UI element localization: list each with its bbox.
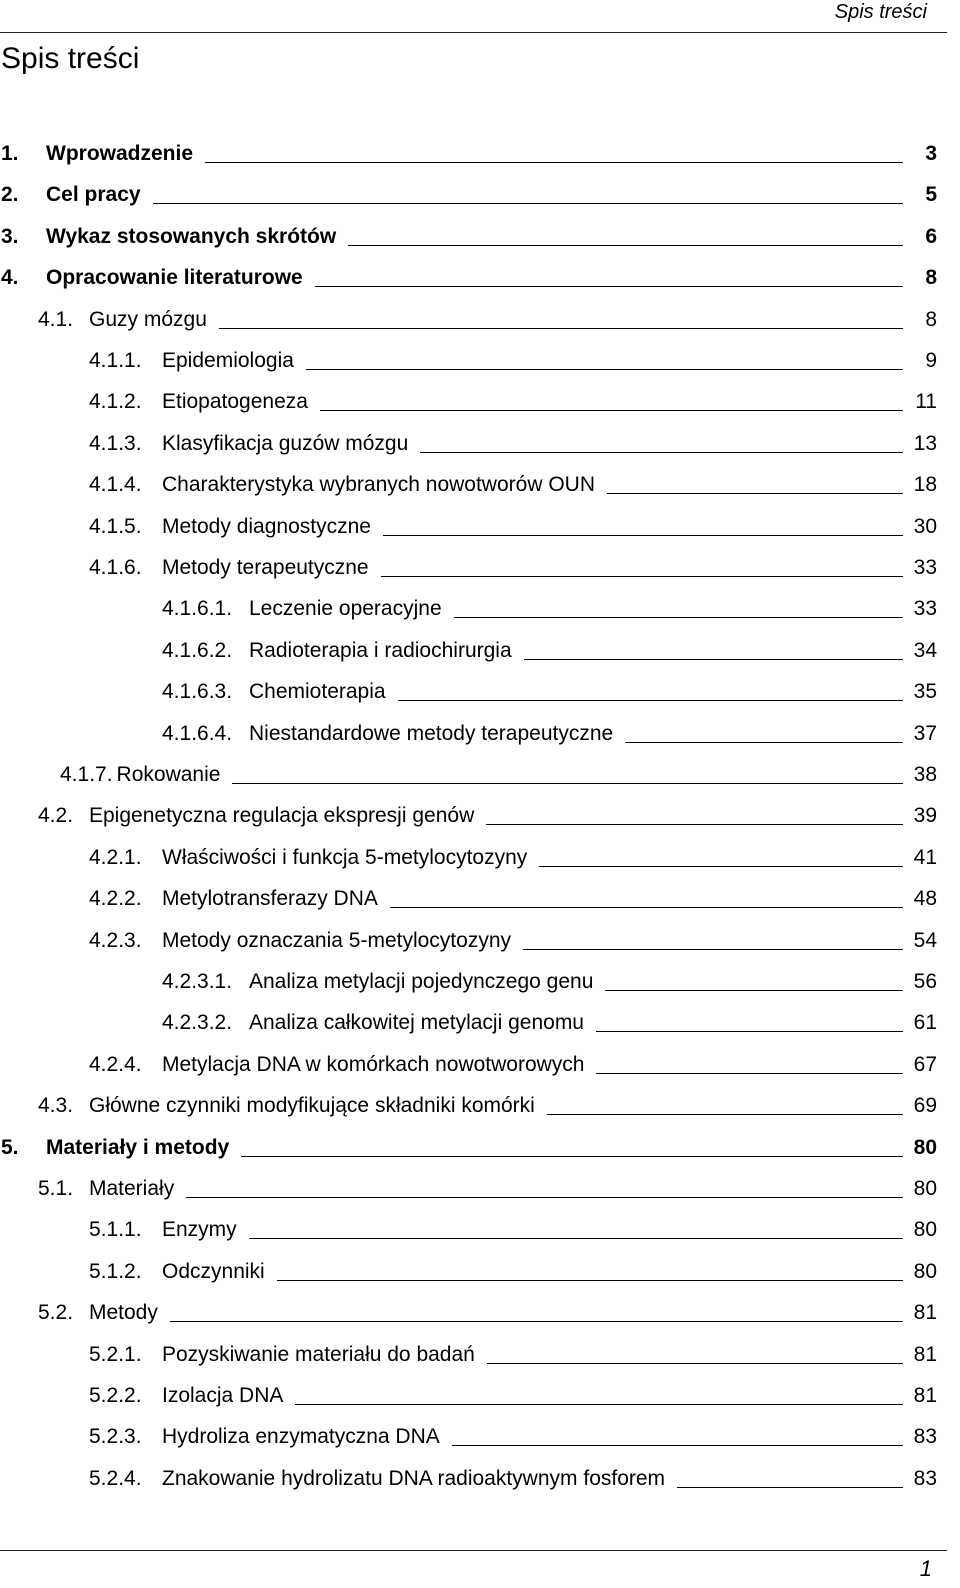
toc-entry-number: 4.1.6.4. (162, 721, 233, 745)
toc-entry-title: Metody diagnostyczne (162, 514, 371, 538)
toc-leader-line (249, 1238, 903, 1239)
page-title: Spis treści (1, 42, 140, 75)
toc-leader-line (454, 617, 903, 618)
toc-leader-line (486, 824, 903, 825)
running-header: Spis treści (834, 1, 927, 23)
toc-entry[interactable] (0, 755, 937, 787)
toc-entry[interactable] (0, 382, 937, 414)
toc-entry-page: 54 (913, 928, 937, 952)
toc-entry-page: 69 (913, 1094, 937, 1118)
toc-entry[interactable] (0, 1045, 937, 1077)
toc-leader-line (596, 1073, 903, 1074)
toc-entry-number: 4.1.6.3. (162, 680, 233, 704)
toc-entry-title: Izolacja DNA (162, 1384, 284, 1407)
toc-entry-title: Klasyfikacja guzów mózgu (162, 431, 409, 455)
toc-entry-title: Metody oznaczania 5-metylocytozyny (162, 928, 511, 952)
footer-page-number: 1 (919, 1556, 932, 1581)
toc-entry[interactable] (0, 1459, 937, 1491)
toc-entry-title: Właściwości i funkcja 5-metylocytozyny (162, 845, 528, 869)
toc-entry-title: Materiały i metody (46, 1135, 230, 1159)
footer-rule (0, 1550, 947, 1551)
toc-entry-title: Cel pracy (46, 183, 141, 207)
toc-leader-line (315, 286, 903, 287)
toc-entry[interactable] (0, 258, 937, 290)
toc-leader-line (625, 742, 903, 743)
toc-leader-line (487, 1363, 903, 1364)
toc-leader-line (383, 535, 903, 536)
toc-entry-title: Odczynniki (162, 1259, 265, 1283)
toc-entry-page: 81 (913, 1301, 937, 1325)
toc-entry-title: Metylacja DNA w komórkach nowotworowych (162, 1052, 585, 1076)
toc-leader-line (390, 907, 903, 908)
toc-entry-title: Znakowanie hydrolizatu DNA radioaktywnym fosforem (162, 1466, 666, 1490)
toc-entry-page: 56 (913, 970, 937, 993)
toc-entry-page: 83 (913, 1466, 937, 1490)
toc-entry-title: Materiały (89, 1177, 175, 1200)
toc-entry-title: Metody (89, 1301, 158, 1325)
toc-entry[interactable] (0, 589, 937, 621)
toc-entry-number: 4.1.6. (89, 556, 142, 579)
toc-entry-page: 80 (913, 1259, 937, 1283)
toc-entry-title: Etiopatogeneza (162, 390, 308, 414)
toc-entry-page: 5 (925, 183, 937, 207)
toc-entry[interactable] (0, 1169, 937, 1201)
toc-leader-line (306, 369, 903, 370)
toc-entry-page: 8 (925, 266, 937, 290)
toc-entry-title: Epigenetyczna regulacja ekspresji genów (89, 804, 475, 828)
toc-entry[interactable] (0, 300, 937, 332)
toc-entry-page: 67 (913, 1052, 937, 1076)
toc-entry-title: Guzy mózgu (89, 307, 207, 331)
toc-entry-title: Radioterapia i radiochirurgia (249, 638, 512, 662)
toc-entry-page: 41 (913, 845, 937, 869)
toc-entry-number: 4.3. (38, 1094, 74, 1118)
toc-entry-number: 4.1.6.2. (162, 638, 233, 662)
header-rule (0, 32, 947, 33)
toc-entry-title: Hydroliza enzymatyczna DNA (162, 1425, 440, 1449)
toc-leader-line (320, 410, 903, 411)
toc-entry-number: 4.2.1. (89, 845, 142, 869)
toc-leader-line (153, 203, 903, 204)
toc-entry-number: 4.1. (38, 307, 74, 331)
toc-entry-title: Epidemiologia (162, 349, 294, 372)
toc-entry[interactable] (0, 424, 937, 456)
toc-entry[interactable] (0, 1252, 937, 1284)
toc-entry-number: 5.1. (38, 1177, 74, 1200)
toc-entry-page: 48 (913, 887, 937, 911)
toc-entry-page: 80 (913, 1177, 937, 1200)
toc-leader-line (232, 783, 903, 784)
toc-entry-number: 5.2.2. (89, 1384, 142, 1407)
toc-entry-number: 4.1.2. (89, 390, 142, 414)
toc-entry-page: 13 (913, 431, 937, 455)
toc-entry-page: 38 (913, 763, 937, 786)
toc-entry-title: Wykaz stosowanych skrótów (46, 224, 337, 248)
toc-entry-page: 34 (913, 638, 937, 662)
toc-entry[interactable] (0, 507, 937, 539)
toc-entry-title: Chemioterapia (249, 680, 386, 704)
toc-entry-page: 30 (913, 514, 937, 538)
toc-leader-line (524, 659, 903, 660)
toc-entry-page: 81 (913, 1342, 937, 1366)
toc-leader-line (677, 1487, 903, 1488)
toc-entry-title: Metylotransferazy DNA (162, 887, 378, 911)
toc-entry-page: 3 (925, 142, 937, 165)
toc-entry[interactable] (0, 134, 937, 166)
toc-entry-title: Charakterystyka wybranych nowotworów OUN (162, 473, 595, 497)
toc-leader-line (205, 162, 903, 163)
toc-entry-title: Główne czynniki modyfikujące składniki komórki (89, 1094, 535, 1118)
toc-entry-title: Rokowanie (116, 763, 221, 786)
toc-entry-number: 5.2.3. (89, 1425, 142, 1449)
toc-entry[interactable] (0, 175, 937, 207)
toc-entry[interactable] (0, 838, 937, 870)
toc-entry[interactable] (0, 1003, 937, 1035)
toc-entry[interactable] (0, 962, 937, 994)
toc-entry[interactable] (0, 1293, 937, 1325)
toc-entry-number: 4.2. (38, 804, 74, 828)
toc-leader-line (605, 990, 903, 991)
toc-entry-number: 4.1.5. (89, 514, 142, 538)
toc-leader-line (596, 1031, 903, 1032)
toc-entry-page: 61 (913, 1011, 937, 1035)
toc-leader-line (186, 1197, 903, 1198)
toc-entry-number: 5. (1, 1135, 19, 1159)
toc-leader-line (523, 949, 903, 950)
toc-entry-title: Analiza metylacji pojedynczego genu (249, 970, 594, 993)
toc-entry-page: 80 (913, 1135, 937, 1159)
toc-entry-page: 81 (913, 1384, 937, 1407)
toc-entry-page: 8 (925, 307, 937, 331)
toc-entry-number: 4.1.7. (60, 763, 113, 786)
toc-leader-line (547, 1114, 903, 1115)
toc-leader-line (348, 245, 903, 246)
toc-entry-page: 37 (913, 721, 937, 745)
toc-entry-number: 4.1.1. (89, 349, 142, 372)
toc-leader-line (398, 700, 903, 701)
toc-leader-line (381, 576, 903, 577)
toc-entry-title: Leczenie operacyjne (249, 597, 442, 621)
toc-entry-page: 80 (913, 1218, 937, 1242)
toc-entry-title: Pozyskiwanie materiału do badań (162, 1342, 475, 1366)
toc-entry-number: 5.2. (38, 1301, 74, 1325)
toc-entry-number: 4.2.3. (89, 928, 142, 952)
toc-entry[interactable] (0, 1086, 937, 1118)
toc-entry[interactable] (0, 1335, 937, 1367)
toc-entry-number: 5.2.1. (89, 1342, 142, 1366)
toc-entry-number: 4.2.3.1. (162, 970, 233, 993)
toc-leader-line (219, 328, 903, 329)
toc-leader-line (420, 452, 903, 453)
toc-entry-page: 33 (913, 597, 937, 621)
toc-entry[interactable] (0, 879, 937, 911)
toc-entry-page: 9 (925, 349, 937, 372)
toc-entry-title: Metody terapeutyczne (162, 556, 369, 579)
toc-leader-line (539, 866, 903, 867)
toc-entry-page: 18 (913, 473, 937, 497)
toc-entry-page: 83 (913, 1425, 937, 1449)
toc-entry[interactable] (0, 1210, 937, 1242)
toc-leader-line (241, 1156, 903, 1157)
toc-entry-title: Opracowanie literaturowe (46, 266, 303, 290)
toc-entry-page: 33 (913, 556, 937, 579)
toc-entry[interactable] (0, 1128, 937, 1160)
toc-entry-number: 5.2.4. (89, 1466, 142, 1490)
toc-entry-page: 35 (913, 680, 937, 704)
toc-entry[interactable] (0, 1417, 937, 1449)
toc-entry-number: 4. (1, 266, 19, 290)
toc-entry-title: Analiza całkowitej metylacji genomu (249, 1011, 584, 1035)
toc-entry-title: Niestandardowe metody terapeutyczne (249, 721, 614, 745)
toc-entry-title: Wprowadzenie (46, 142, 194, 165)
toc-entry-number: 5.1.1. (89, 1218, 142, 1242)
toc-entry-number: 4.2.3.2. (162, 1011, 233, 1035)
toc-entry-number: 4.2.2. (89, 887, 142, 911)
toc-entry-title: Enzymy (162, 1218, 237, 1242)
toc-entry-number: 3. (1, 224, 19, 248)
toc-entry[interactable] (0, 796, 937, 828)
toc-entry[interactable] (0, 921, 937, 953)
toc-leader-line (277, 1280, 903, 1281)
toc-leader-line (607, 493, 903, 494)
toc-entry-number: 4.1.6.1. (162, 597, 233, 621)
toc-entry-page: 6 (925, 224, 937, 248)
toc-entry[interactable] (0, 672, 937, 704)
toc-entry-number: 4.1.4. (89, 473, 142, 497)
toc-entry-number: 5.1.2. (89, 1259, 142, 1283)
toc-entry[interactable] (0, 714, 937, 746)
toc-entry-number: 4.1.3. (89, 431, 142, 455)
toc-entry[interactable] (0, 548, 937, 580)
toc-entry[interactable] (0, 217, 937, 249)
toc-leader-line (452, 1445, 903, 1446)
toc-entry-page: 39 (913, 804, 937, 828)
toc-entry-number: 2. (1, 183, 19, 207)
toc-entry[interactable] (0, 631, 937, 663)
toc-entry-page: 11 (915, 390, 937, 414)
toc-entry[interactable] (0, 465, 937, 497)
toc-entry[interactable] (0, 341, 937, 373)
toc-leader-line (170, 1321, 903, 1322)
toc-entry-number: 1. (1, 142, 19, 165)
toc-entry-number: 4.2.4. (89, 1052, 142, 1076)
toc-entry[interactable] (0, 1376, 937, 1408)
toc-leader-line (295, 1404, 903, 1405)
